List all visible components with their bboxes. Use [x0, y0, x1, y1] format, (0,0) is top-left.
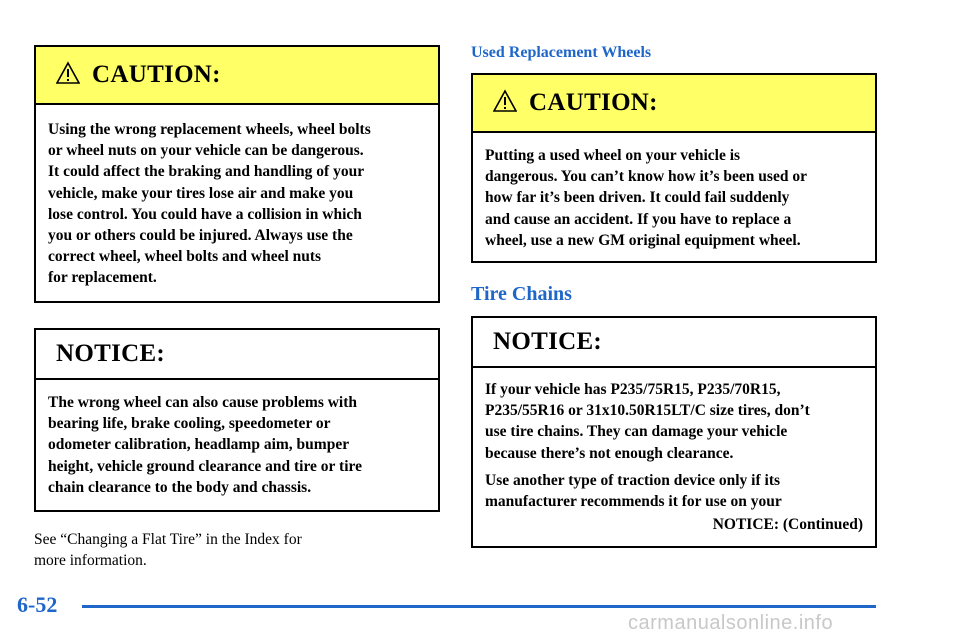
- caution-header: [473, 75, 875, 133]
- footer-rule: [82, 605, 876, 608]
- caution-title: CAUTION:: [92, 61, 221, 88]
- caution-header: [36, 47, 438, 105]
- page-number: 6-52: [17, 592, 58, 617]
- caution-box-used-wheel: [471, 73, 877, 263]
- see-index-text: See “Changing a Flat Tire” in the Index for more information.: [34, 531, 302, 569]
- caution-title: CAUTION:: [529, 89, 658, 116]
- used-wheels-heading: Used Replacement Wheels: [471, 44, 652, 61]
- caution-body: Using the wrong replacement wheels, wheel bolts or wheel nuts on your vehicle can be dangerous. It could affect the braking and handling of your vehicle, make your tires lose air and make you lose control. You could have a collision in which you or others could be injured. Always use the correct wheel, wheel bolts and wheel nuts for replacement.: [48, 121, 371, 287]
- notice-body: The wrong wheel can also cause problems with bearing life, brake cooling, speedometer or odometer calibration, headlamp aim, bumper height, vehicle ground clearance and tire or tire chain clearance to the body and chassis.: [48, 394, 362, 496]
- notice-body: If your vehicle has P235/75R15, P235/70R15, P235/55R16 or 31x10.50R15LT/C size tires, don’t use tire chains. They can damage your vehicle because there’s not enough clearance. Use another type of traction device only if its manufacturer recommends it for use on your NOTICE: (Continued): [473, 368, 875, 535]
- notice-title: NOTICE:: [56, 340, 166, 367]
- watermark: carmanualsonline.info: [628, 612, 834, 634]
- caution-body: Putting a used wheel on your vehicle is dangerous. You can’t know how it’s been used or how far it’s been driven. It could fail suddenly and cause an accident. If you have to replace a wheel, use a new GM original equipment wheel.: [485, 147, 807, 249]
- warning-triangle-icon: [493, 89, 517, 118]
- notice-box-wheels: [34, 328, 440, 512]
- tire-chains-heading: Tire Chains: [471, 283, 572, 305]
- notice-title: NOTICE:: [493, 328, 603, 355]
- caution-box-wheels: [34, 45, 440, 303]
- notice-box-tire-chains: [471, 316, 877, 548]
- warning-triangle-icon: [56, 61, 80, 90]
- notice-header: [473, 318, 875, 368]
- notice-continued: NOTICE: (Continued): [712, 516, 863, 534]
- notice-header: [36, 330, 438, 380]
